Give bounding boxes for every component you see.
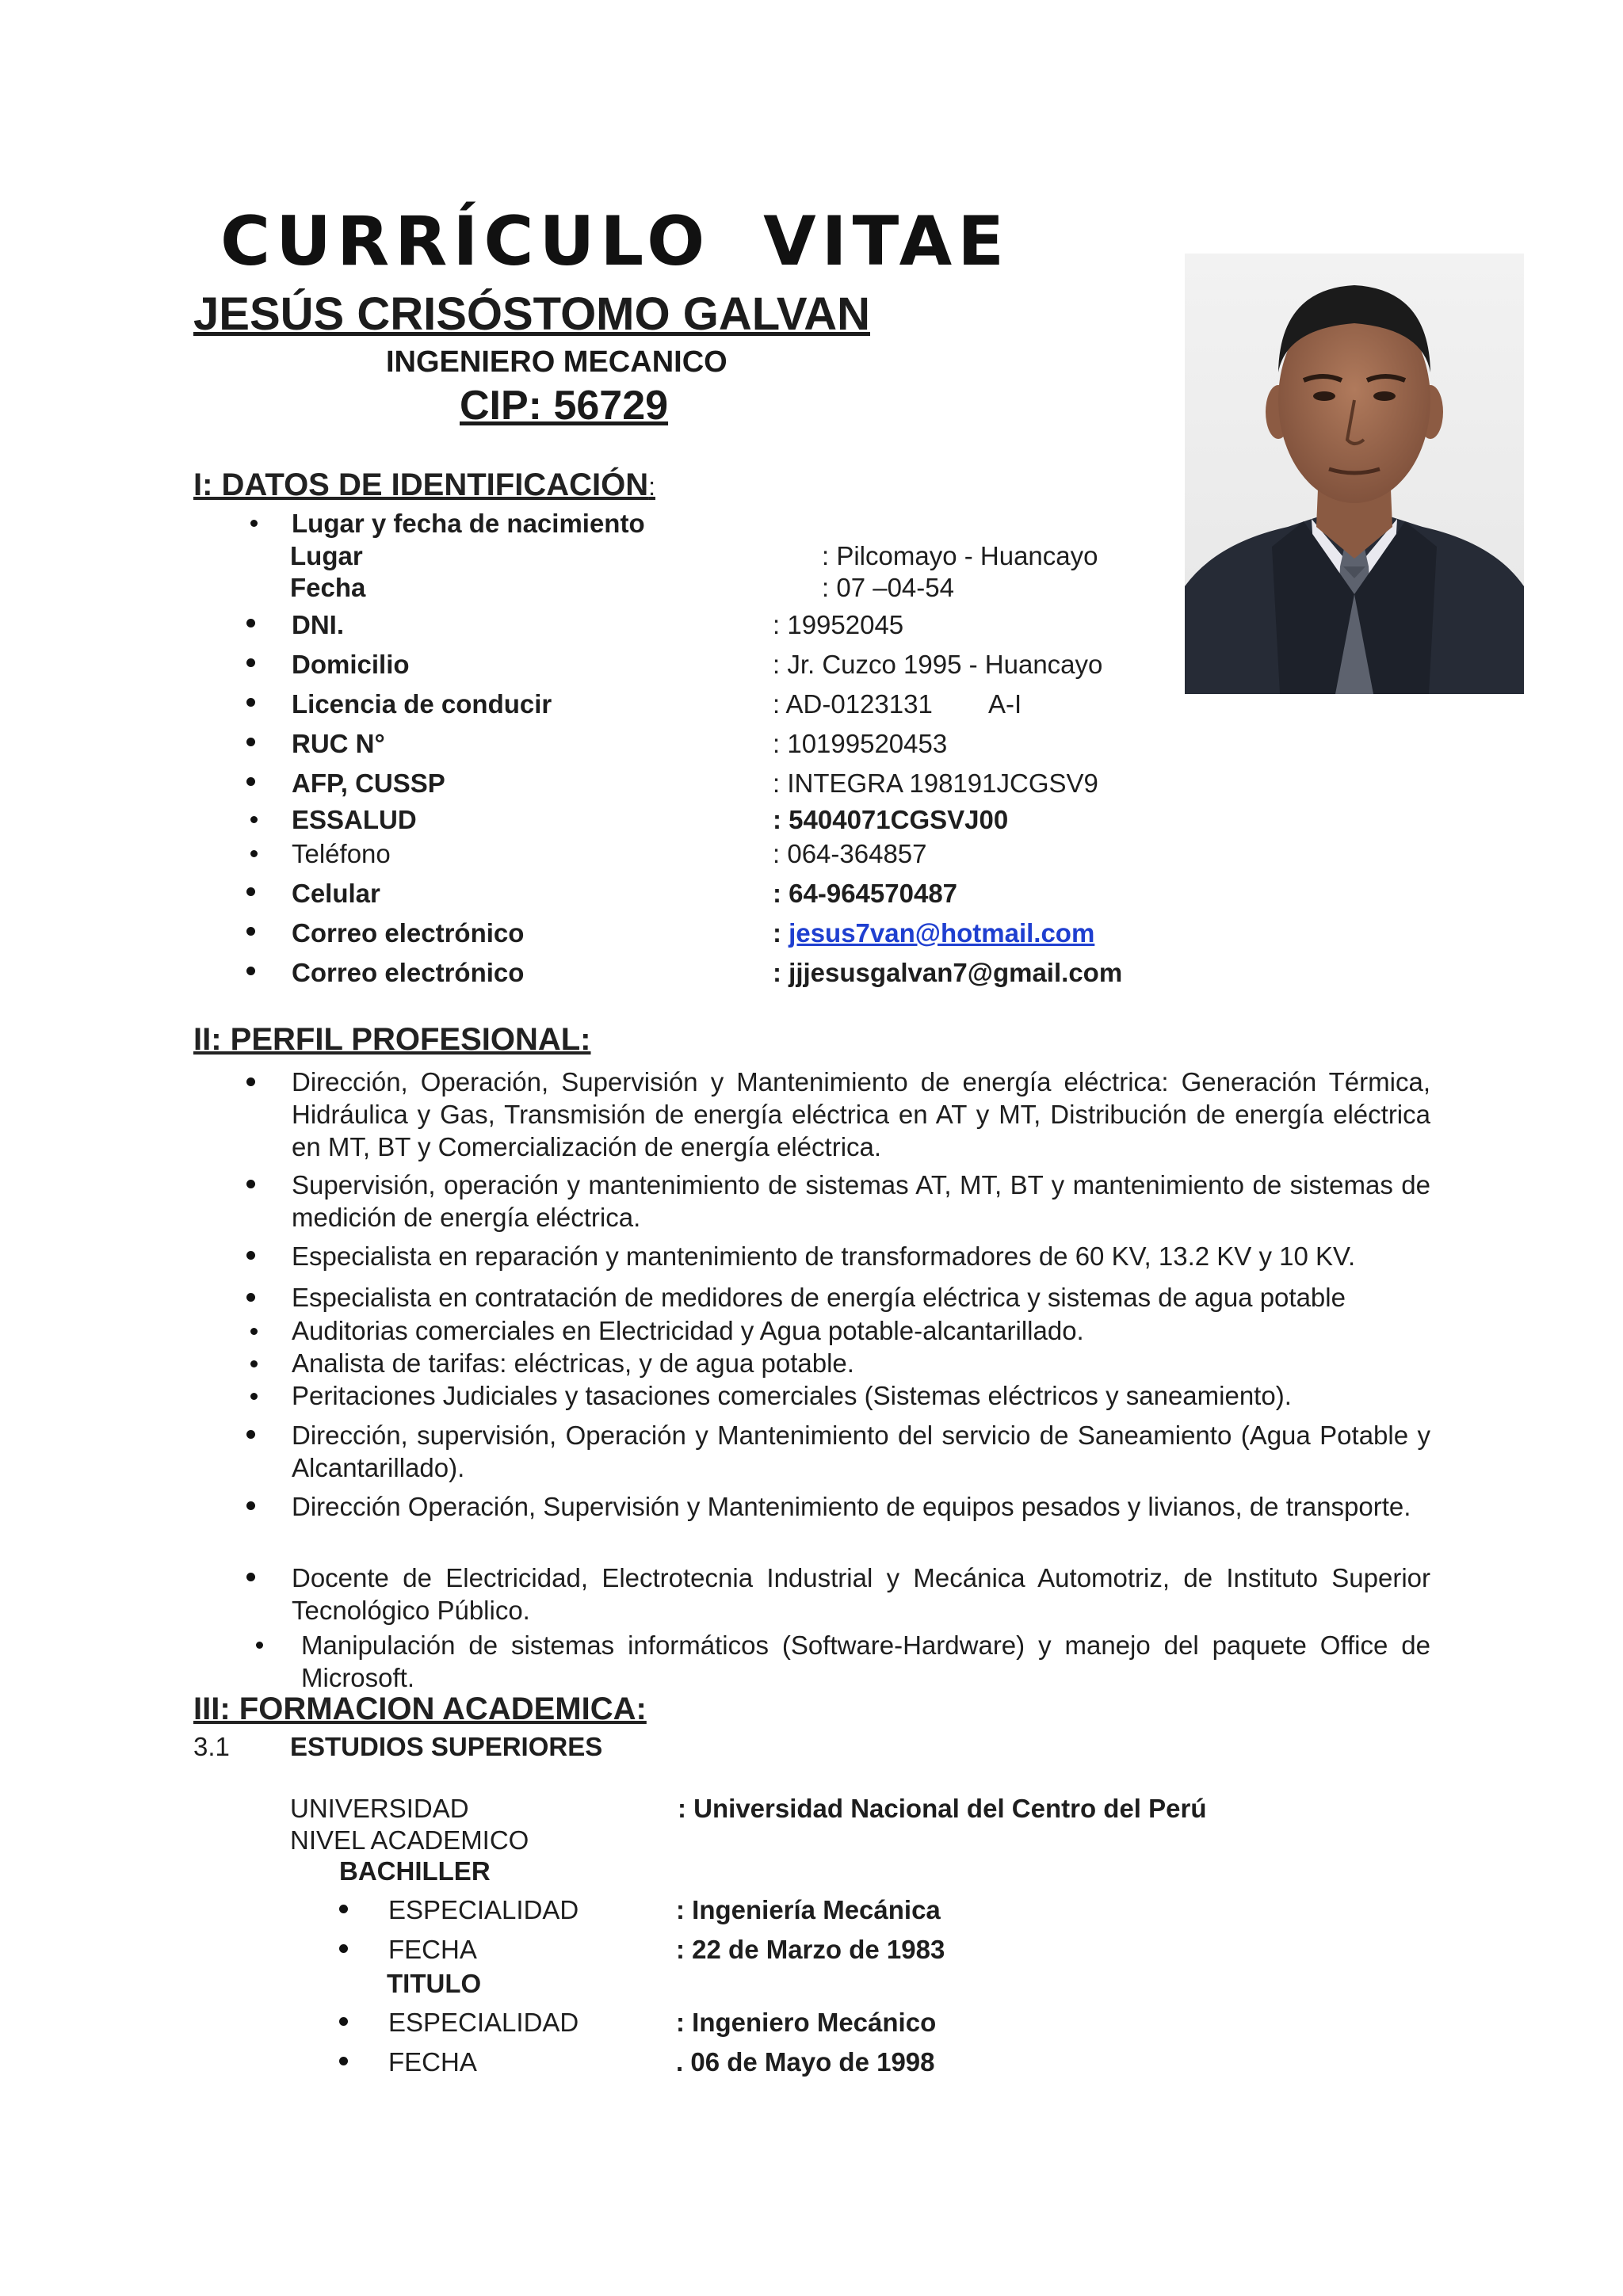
- bullet: [339, 2057, 348, 2065]
- afp-label: AFP, CUSSP: [292, 769, 445, 798]
- ruc-value: : 10199520453: [773, 729, 948, 758]
- ruc-label: RUC N°: [292, 729, 385, 758]
- place-value: : Pilcomayo - Huancayo: [822, 541, 1098, 570]
- bullet: [246, 887, 255, 896]
- celular-value: : 64-964570487: [773, 879, 958, 908]
- titulo-label: TITULO: [387, 1969, 482, 1998]
- licencia-class: A-I: [988, 689, 1022, 719]
- university-label: UNIVERSIDAD: [290, 1794, 469, 1823]
- section-identificacion-title: I: DATOS DE IDENTIFICACIÓN:: [193, 467, 655, 502]
- email-value: : jesus7van@hotmail.com: [773, 918, 1095, 948]
- bullet: [246, 967, 255, 975]
- level-label: NIVEL ACADEMICO: [290, 1825, 529, 1855]
- subsection-title: ESTUDIOS SUPERIORES: [290, 1732, 603, 1761]
- telefono-label: Teléfono: [292, 839, 391, 868]
- perfil-item: Peritaciones Judiciales y tasaciones comerciales (Sistemas eléctricos y saneamiento).: [292, 1381, 1292, 1410]
- bullet: [339, 1905, 348, 1913]
- bullet: [339, 1944, 348, 1953]
- date-label: Fecha: [290, 573, 366, 602]
- essalud-value: : 5404071CGSVJ00: [773, 805, 1009, 834]
- afp-value: : INTEGRA 198191JCGSV9: [773, 769, 1098, 798]
- titulo-especialidad-label: ESPECIALIDAD: [388, 2008, 579, 2037]
- date-value: : 07 –04-54: [822, 573, 954, 602]
- bullet: [246, 1430, 255, 1439]
- bullet: [246, 1077, 255, 1086]
- profession: INGENIERO MECANICO: [386, 345, 727, 379]
- bullet: [246, 619, 255, 627]
- bullet: [250, 1393, 258, 1400]
- birth-heading: Lugar y fecha de nacimiento: [292, 509, 645, 538]
- university-value: : Universidad Nacional del Centro del Perú: [678, 1794, 1207, 1823]
- titulo-fecha-value: . 06 de Mayo de 1998: [676, 2047, 935, 2077]
- perfil-item: Especialista en contratación de medidores de energía eléctrica y sistemas de agua potable: [292, 1283, 1346, 1312]
- bullet: [256, 1642, 263, 1649]
- titulo-especialidad-value: : Ingeniero Mecánico: [676, 2008, 937, 2037]
- bullet: [246, 1180, 255, 1188]
- telefono-value: : 064-364857: [773, 839, 927, 868]
- email-link[interactable]: jesus7van@hotmail.com: [789, 918, 1095, 948]
- perfil-item: Docente de Electricidad, Electrotecnia Industrial y Mecánica Automotriz, de Instituto Superior Tecnológico Público.: [292, 1563, 1430, 1625]
- email-label: Correo electrónico: [292, 918, 525, 948]
- domicilio-label: Domicilio: [292, 650, 410, 679]
- essalud-label: ESSALUD: [292, 805, 417, 834]
- section-perfil-title: II: PERFIL PROFESIONAL:: [193, 1022, 591, 1057]
- perfil-item: Analista de tarifas: eléctricas, y de agua potable.: [292, 1348, 854, 1378]
- bachiller-especialidad-value: : Ingeniería Mecánica: [676, 1895, 941, 1924]
- perfil-item: Especialista en reparación y mantenimiento de transformadores de 60 KV, 13.2 KV y 10 KV.: [292, 1241, 1356, 1271]
- bullet: [246, 1573, 255, 1581]
- cip-number: CIP: 56729: [460, 383, 669, 429]
- bachiller-label: BACHILLER: [339, 1856, 491, 1886]
- person-name: JESÚS CRISÓSTOMO GALVAN: [193, 288, 870, 340]
- domicilio-value: : Jr. Cuzco 1995 - Huancayo: [773, 650, 1103, 679]
- perfil-item: Manipulación de sistemas informáticos (Software-Hardware) y manejo del paquete Office de Microsoft.: [301, 1630, 1430, 1692]
- bullet: [246, 698, 255, 707]
- bullet: [250, 850, 258, 857]
- bullet: [246, 738, 255, 746]
- dni-label: DNI.: [292, 610, 344, 639]
- section-formacion-title: III: FORMACION ACADEMICA:: [193, 1691, 647, 1726]
- bullet: [339, 2017, 348, 2026]
- perfil-item: Supervisión, operación y mantenimiento de sistemas AT, MT, BT y mantenimiento de sistemas de medición de energía eléctrica.: [292, 1170, 1430, 1232]
- celular-label: Celular: [292, 879, 380, 908]
- titulo-fecha-label: FECHA: [388, 2047, 477, 2077]
- bullet: [246, 927, 255, 936]
- dni-value: : 19952045: [773, 610, 904, 639]
- perfil-item: Auditorias comerciales en Electricidad y Agua potable-alcantarillado.: [292, 1316, 1084, 1345]
- bullet: [246, 1251, 255, 1260]
- email2-value: : jjjesusgalvan7@gmail.com: [773, 958, 1123, 987]
- bullet: [246, 658, 255, 667]
- email2-label: Correo electrónico: [292, 958, 525, 987]
- subsection-number: 3.1: [193, 1732, 230, 1761]
- perfil-item: Dirección, Operación, Supervisión y Mantenimiento de energía eléctrica: Generación Térmica, Hidráulica y Gas, Transmisión de energía eléctrica en AT y MT, Distribución de energía eléctrica en MT, BT y Comercialización de energía eléctrica.: [292, 1067, 1430, 1161]
- place-label: Lugar: [290, 541, 363, 570]
- bullet: [250, 1360, 258, 1367]
- bullet: [250, 520, 258, 527]
- perfil-item: Dirección Operación, Supervisión y Mantenimiento de equipos pesados y livianos, de transporte.: [292, 1492, 1411, 1521]
- bullet: [246, 777, 255, 786]
- bullet: [246, 1293, 255, 1302]
- licencia-value: : AD-0123131: [773, 689, 933, 719]
- bachiller-especialidad-label: ESPECIALIDAD: [388, 1895, 579, 1924]
- document-title: CURRÍCULO VITAE: [220, 202, 1010, 281]
- portrait-photo: [1185, 254, 1524, 694]
- bullet: [246, 1501, 255, 1510]
- bachiller-fecha-label: FECHA: [388, 1935, 477, 1964]
- perfil-item: Dirección, supervisión, Operación y Mantenimiento del servicio de Saneamiento (Agua Potable y Alcantarillado).: [292, 1421, 1430, 1482]
- licencia-label: Licencia de conducir: [292, 689, 552, 719]
- bachiller-fecha-value: : 22 de Marzo de 1983: [676, 1935, 945, 1964]
- bullet: [250, 816, 258, 823]
- bullet: [250, 1328, 258, 1335]
